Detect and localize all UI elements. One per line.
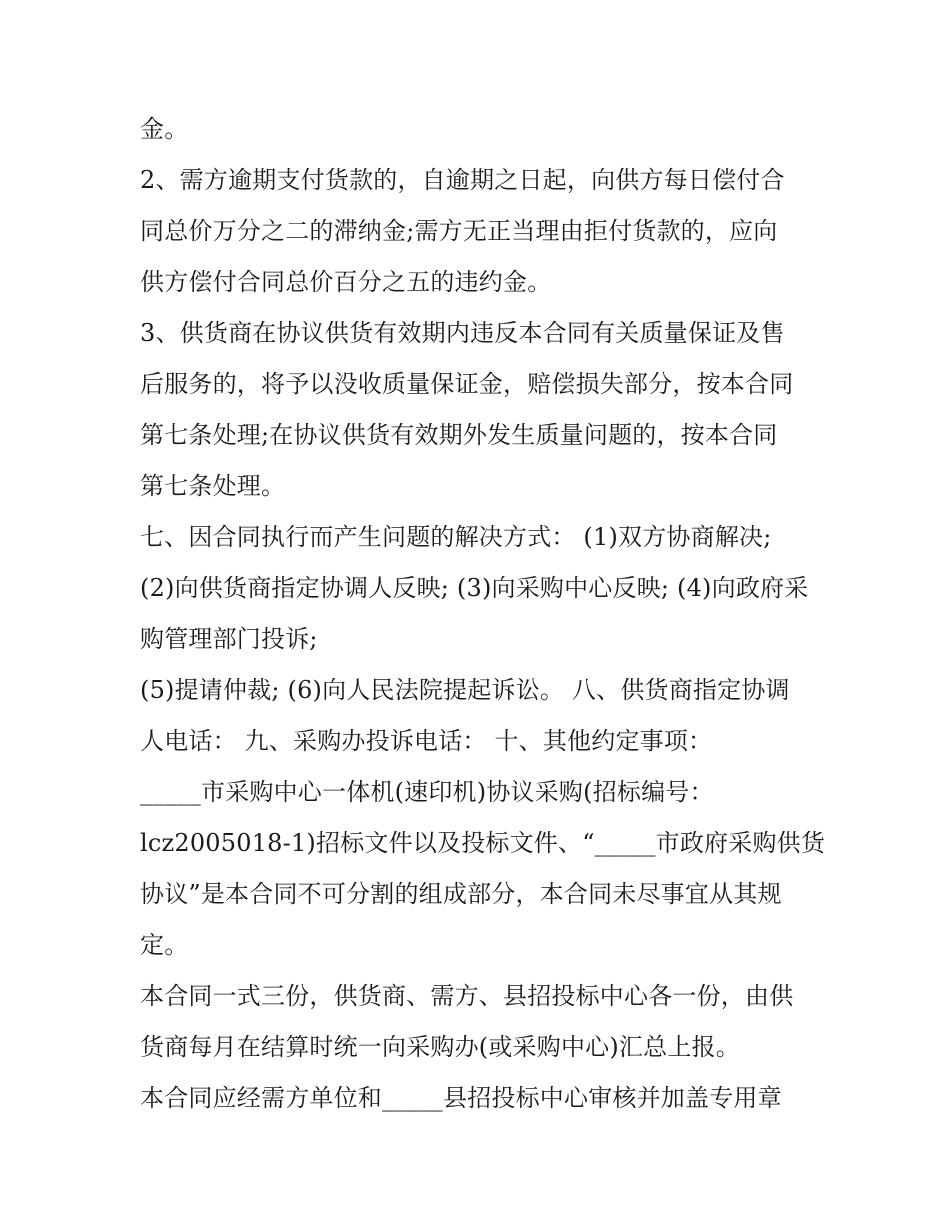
text-line: 七、因合同执行而产生问题的解决方式： (1)双方协商解决;	[140, 523, 772, 551]
text-line: 同总价万分之二的滞纳金;需方无正当理由拒付货款的，应向	[140, 217, 778, 245]
text-line: 定。	[140, 931, 189, 959]
text-line: 协议”是本合同不可分割的组成部分，本合同未尽事宜从其规	[140, 880, 782, 908]
text-line: (2)向供货商指定协调人反映; (3)向采购中心反映; (4)向政府采	[140, 574, 809, 602]
text-line: 第七条处理;在协议供货有效期外发生质量问题的，按本合同	[140, 421, 778, 449]
text-line: 供方偿付合同总价百分之五的违约金。	[140, 268, 552, 296]
text-line: 后服务的，将予以没收质量保证金，赔偿损失部分，按本合同	[140, 370, 794, 398]
text-line: (5)提请仲裁; (6)向人民法院提起诉讼。 八、供货商指定协调	[140, 676, 790, 704]
text-line: 本合同应经需方单位和_____县招投标中心审核并加盖专用章	[140, 1084, 782, 1112]
text-line: 本合同一式三份，供货商、需方、县招投标中心各一份，由供	[140, 982, 794, 1010]
text-line: 2、需方逾期支付货款的，自逾期之日起，向供方每日偿付合	[140, 166, 785, 194]
text-line: 3、供货商在协议供货有效期内违反本合同有关质量保证及售	[140, 319, 785, 347]
text-line: 金。	[140, 115, 189, 143]
text-line: _____市采购中心一体机(速印机)协议采购(招标编号：	[140, 778, 714, 806]
text-line: lcz2005018-1)招标文件以及投标文件、“_____市政府采购供货	[140, 829, 826, 857]
text-line: 购管理部门投诉;	[140, 625, 318, 653]
text-line: 第七条处理。	[140, 472, 286, 500]
text-line: 货商每月在结算时统一向采购办(或采购中心)汇总上报。	[140, 1033, 740, 1061]
text-line: 人电话： 九、采购办投诉电话： 十、其他约定事项：	[140, 727, 713, 755]
